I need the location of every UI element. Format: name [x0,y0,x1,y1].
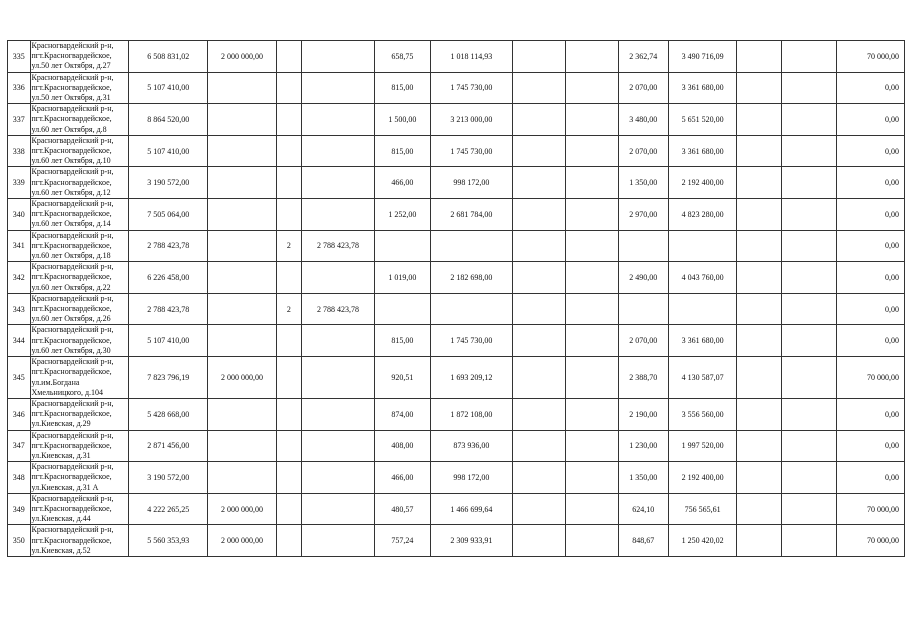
empty-cell [737,357,782,399]
table-row [8,493,905,525]
address-cell: Красногвардейский р-н, пгт.Красногвардейское, ул.Киевская, д.44 [30,493,129,525]
area-cell [618,293,668,325]
empty-cell [512,462,565,494]
row-number: 346 [8,398,31,430]
empty-cell [565,41,618,73]
address-cell: Красногвардейский р-н, пгт.Красногвардейское, ул.им.Богдана Хмельницкого, д.104 [30,357,129,399]
amount-cell: 3 361 680,00 [669,325,737,357]
amount-cell [302,430,375,462]
empty-cell [737,41,782,73]
amount-cell: 2 182 698,00 [430,262,512,294]
amount-cell: 0,00 [837,262,905,294]
amount-cell: 1 745 730,00 [430,325,512,357]
total-cost-cell: 5 428 668,00 [129,398,208,430]
table-row [8,462,905,494]
area-cell: 1 252,00 [374,199,430,231]
amount-cell [302,104,375,136]
area-cell: 408,00 [374,430,430,462]
table-row [8,167,905,199]
quantity-cell [276,135,302,167]
table-row [8,430,905,462]
amount-cell [430,230,512,262]
total-cost-cell: 7 823 796,19 [129,357,208,399]
table-row [8,72,905,104]
area-cell: 874,00 [374,398,430,430]
address-cell: Красногвардейский р-н, пгт.Красногвардейское, ул.50 лет Октября, д.31 [30,72,129,104]
area-cell [618,230,668,262]
amount-cell [208,199,276,231]
address-cell: Красногвардейский р-н, пгт.Красногвардейское, ул.Киевская, д.29 [30,398,129,430]
amount-cell: 1 745 730,00 [430,135,512,167]
total-cost-cell: 5 107 410,00 [129,72,208,104]
budget-table [7,40,905,557]
empty-cell [781,262,837,294]
quantity-cell [276,72,302,104]
total-cost-cell: 6 508 831,02 [129,41,208,73]
row-number: 344 [8,325,31,357]
empty-cell [781,167,837,199]
table-row [8,357,905,399]
address-cell: Красногвардейский р-н, пгт.Красногвардейское, ул.Киевская, д.31 А [30,462,129,494]
quantity-cell [276,462,302,494]
empty-cell [737,462,782,494]
amount-cell [302,199,375,231]
total-cost-cell: 2 788 423,78 [129,293,208,325]
empty-cell [737,135,782,167]
empty-cell [512,72,565,104]
empty-cell [512,293,565,325]
empty-cell [565,525,618,557]
empty-cell [781,325,837,357]
amount-cell: 756 565,61 [669,493,737,525]
address-cell: Красногвардейский р-н, пгт.Красногвардейское, ул.Киевская, д.52 [30,525,129,557]
amount-cell: 5 651 520,00 [669,104,737,136]
table-row [8,262,905,294]
amount-cell [208,230,276,262]
empty-cell [512,135,565,167]
amount-cell: 3 361 680,00 [669,135,737,167]
address-cell: Красногвардейский р-н, пгт.Красногвардейское, ул.Киевская, д.31 [30,430,129,462]
amount-cell [669,293,737,325]
empty-cell [512,167,565,199]
area-cell: 1 500,00 [374,104,430,136]
address-cell: Красногвардейский р-н, пгт.Красногвардейское, ул.60 лет Октября, д.12 [30,167,129,199]
area-cell: 757,24 [374,525,430,557]
row-number: 347 [8,430,31,462]
address-cell: Красногвардейский р-н, пгт.Красногвардейское, ул.60 лет Октября, д.26 [30,293,129,325]
amount-cell [669,230,737,262]
area-cell [374,230,430,262]
empty-cell [781,493,837,525]
total-cost-cell: 6 226 458,00 [129,262,208,294]
amount-cell: 873 936,00 [430,430,512,462]
empty-cell [781,398,837,430]
empty-cell [512,357,565,399]
amount-cell [302,493,375,525]
amount-cell: 0,00 [837,325,905,357]
amount-cell [302,135,375,167]
amount-cell [208,262,276,294]
row-number: 338 [8,135,31,167]
empty-cell [565,293,618,325]
area-cell: 1 350,00 [618,462,668,494]
amount-cell: 2 192 400,00 [669,167,737,199]
empty-cell [565,398,618,430]
total-cost-cell: 8 864 520,00 [129,104,208,136]
amount-cell: 3 556 560,00 [669,398,737,430]
area-cell: 480,57 [374,493,430,525]
area-cell: 815,00 [374,135,430,167]
row-number: 348 [8,462,31,494]
empty-cell [781,104,837,136]
amount-cell: 0,00 [837,104,905,136]
amount-cell [208,293,276,325]
amount-cell: 2 000 000,00 [208,41,276,73]
amount-cell: 998 172,00 [430,167,512,199]
row-number: 350 [8,525,31,557]
address-cell: Красногвардейский р-н, пгт.Красногвардейское, ул.60 лет Октября, д.18 [30,230,129,262]
area-cell: 2 388,70 [618,357,668,399]
amount-cell: 0,00 [837,462,905,494]
area-cell: 2 070,00 [618,72,668,104]
address-cell: Красногвардейский р-н, пгт.Красногвардейское, ул.60 лет Октября, д.22 [30,262,129,294]
amount-cell [208,72,276,104]
row-number: 343 [8,293,31,325]
quantity-cell [276,325,302,357]
amount-cell: 2 000 000,00 [208,357,276,399]
amount-cell: 1 018 114,93 [430,41,512,73]
area-cell: 815,00 [374,72,430,104]
quantity-cell [276,357,302,399]
address-cell: Красногвардейский р-н, пгт.Красногвардейское, ул.60 лет Октября, д.30 [30,325,129,357]
amount-cell [208,398,276,430]
area-cell: 1 019,00 [374,262,430,294]
area-cell: 3 480,00 [618,104,668,136]
empty-cell [512,230,565,262]
amount-cell [208,462,276,494]
quantity-cell [276,199,302,231]
quantity-cell [276,525,302,557]
area-cell: 2 190,00 [618,398,668,430]
area-cell: 920,51 [374,357,430,399]
table-body [8,41,905,557]
amount-cell [302,462,375,494]
amount-cell: 2 309 933,91 [430,525,512,557]
row-number: 341 [8,230,31,262]
area-cell: 2 070,00 [618,325,668,357]
address-cell: Красногвардейский р-н, пгт.Красногвардейское, ул.60 лет Октября, д.8 [30,104,129,136]
empty-cell [781,199,837,231]
quantity-cell [276,104,302,136]
area-cell: 1 230,00 [618,430,668,462]
amount-cell [302,262,375,294]
empty-cell [737,104,782,136]
area-cell: 624,10 [618,493,668,525]
total-cost-cell: 3 190 572,00 [129,167,208,199]
empty-cell [565,104,618,136]
amount-cell: 3 490 716,09 [669,41,737,73]
empty-cell [512,325,565,357]
empty-cell [512,398,565,430]
amount-cell: 2 681 784,00 [430,199,512,231]
amount-cell [302,72,375,104]
empty-cell [565,262,618,294]
empty-cell [781,462,837,494]
empty-cell [737,525,782,557]
empty-cell [512,262,565,294]
empty-cell [781,293,837,325]
area-cell: 2 970,00 [618,199,668,231]
table-row [8,199,905,231]
amount-cell: 1 745 730,00 [430,72,512,104]
amount-cell [302,167,375,199]
table-row [8,325,905,357]
amount-cell: 70 000,00 [837,525,905,557]
empty-cell [565,199,618,231]
empty-cell [565,357,618,399]
amount-cell: 2 788 423,78 [302,293,375,325]
area-cell: 2 490,00 [618,262,668,294]
amount-cell: 3 361 680,00 [669,72,737,104]
table-row [8,135,905,167]
quantity-cell: 2 [276,230,302,262]
amount-cell: 2 000 000,00 [208,493,276,525]
amount-cell [302,357,375,399]
amount-cell: 0,00 [837,135,905,167]
quantity-cell [276,167,302,199]
empty-cell [512,430,565,462]
area-cell: 2 070,00 [618,135,668,167]
row-number: 340 [8,199,31,231]
row-number: 336 [8,72,31,104]
amount-cell: 70 000,00 [837,357,905,399]
address-cell: Красногвардейский р-н, пгт.Красногвардейское, ул.60 лет Октября, д.14 [30,199,129,231]
area-cell [374,293,430,325]
empty-cell [737,199,782,231]
area-cell: 466,00 [374,167,430,199]
amount-cell: 0,00 [837,398,905,430]
empty-cell [781,230,837,262]
amount-cell: 70 000,00 [837,493,905,525]
table-row [8,525,905,557]
amount-cell: 4 043 760,00 [669,262,737,294]
empty-cell [512,41,565,73]
empty-cell [565,493,618,525]
total-cost-cell: 7 505 064,00 [129,199,208,231]
row-number: 335 [8,41,31,73]
amount-cell: 0,00 [837,72,905,104]
empty-cell [781,430,837,462]
empty-cell [512,104,565,136]
amount-cell: 0,00 [837,430,905,462]
area-cell: 1 350,00 [618,167,668,199]
table-row [8,398,905,430]
empty-cell [737,325,782,357]
amount-cell [208,325,276,357]
table-row [8,104,905,136]
amount-cell: 1 872 108,00 [430,398,512,430]
amount-cell: 1 693 209,12 [430,357,512,399]
empty-cell [737,398,782,430]
amount-cell: 4 823 280,00 [669,199,737,231]
amount-cell [302,398,375,430]
empty-cell [781,72,837,104]
empty-cell [737,72,782,104]
empty-cell [737,493,782,525]
amount-cell: 4 130 587,07 [669,357,737,399]
amount-cell [302,325,375,357]
amount-cell [208,430,276,462]
empty-cell [565,430,618,462]
table-row [8,230,905,262]
amount-cell: 1 250 420,02 [669,525,737,557]
quantity-cell [276,41,302,73]
amount-cell [302,525,375,557]
table-row [8,41,905,73]
amount-cell [208,135,276,167]
empty-cell [512,525,565,557]
amount-cell: 1 466 699,64 [430,493,512,525]
amount-cell: 2 192 400,00 [669,462,737,494]
total-cost-cell: 2 788 423,78 [129,230,208,262]
amount-cell: 998 172,00 [430,462,512,494]
empty-cell [565,230,618,262]
row-number: 349 [8,493,31,525]
amount-cell: 3 213 000,00 [430,104,512,136]
amount-cell [208,167,276,199]
total-cost-cell: 3 190 572,00 [129,462,208,494]
empty-cell [565,72,618,104]
row-number: 342 [8,262,31,294]
amount-cell [208,104,276,136]
area-cell: 815,00 [374,325,430,357]
empty-cell [512,493,565,525]
empty-cell [737,430,782,462]
area-cell: 466,00 [374,462,430,494]
total-cost-cell: 5 107 410,00 [129,135,208,167]
amount-cell: 0,00 [837,167,905,199]
row-number: 339 [8,167,31,199]
row-number: 345 [8,357,31,399]
amount-cell: 2 000 000,00 [208,525,276,557]
row-number: 337 [8,104,31,136]
empty-cell [512,199,565,231]
area-cell: 2 362,74 [618,41,668,73]
amount-cell: 0,00 [837,293,905,325]
total-cost-cell: 4 222 265,25 [129,493,208,525]
empty-cell [565,167,618,199]
empty-cell [565,462,618,494]
table-row [8,293,905,325]
address-cell: Красногвардейский р-н, пгт.Красногвардейское, ул.50 лет Октября, д.27 [30,41,129,73]
amount-cell [302,41,375,73]
quantity-cell [276,262,302,294]
amount-cell [430,293,512,325]
quantity-cell [276,493,302,525]
empty-cell [565,135,618,167]
quantity-cell [276,398,302,430]
amount-cell: 0,00 [837,230,905,262]
amount-cell: 1 997 520,00 [669,430,737,462]
empty-cell [781,525,837,557]
address-cell: Красногвардейский р-н, пгт.Красногвардейское, ул.60 лет Октября, д.10 [30,135,129,167]
empty-cell [565,325,618,357]
amount-cell: 70 000,00 [837,41,905,73]
empty-cell [781,357,837,399]
empty-cell [737,262,782,294]
quantity-cell: 2 [276,293,302,325]
empty-cell [737,230,782,262]
amount-cell: 0,00 [837,199,905,231]
area-cell: 848,67 [618,525,668,557]
empty-cell [781,135,837,167]
amount-cell: 2 788 423,78 [302,230,375,262]
empty-cell [737,293,782,325]
area-cell: 658,75 [374,41,430,73]
total-cost-cell: 5 560 353,93 [129,525,208,557]
empty-cell [781,41,837,73]
total-cost-cell: 5 107 410,00 [129,325,208,357]
empty-cell [737,167,782,199]
quantity-cell [276,430,302,462]
total-cost-cell: 2 871 456,00 [129,430,208,462]
